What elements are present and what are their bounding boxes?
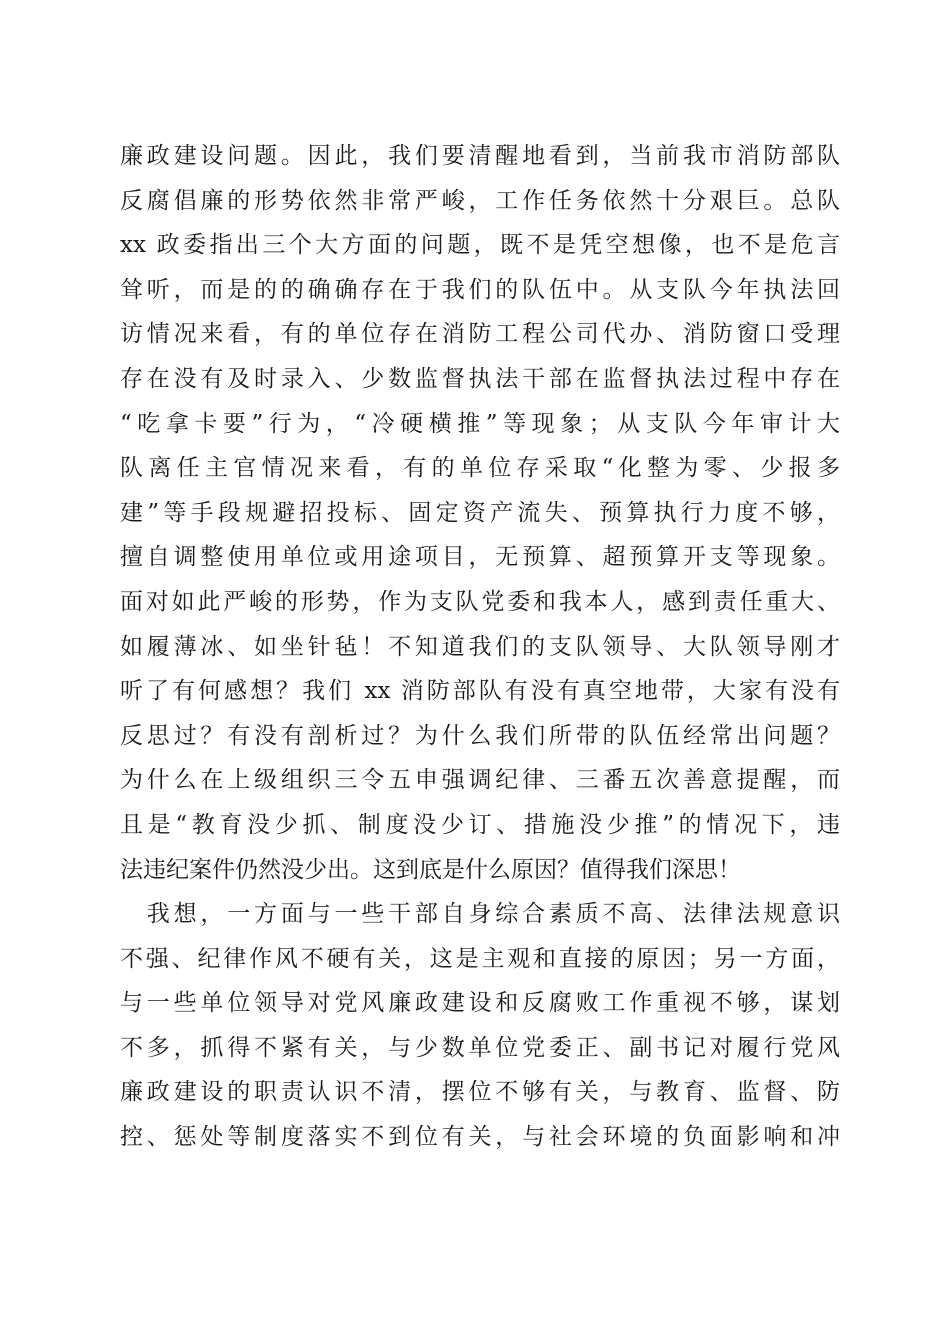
text-line: 擅自调整使用单位或用途项目，无预算、超预算开支等现象。 (120, 544, 840, 571)
text-line: 不多，抓得不紧有关，与少数单位党委正、副书记对履行党风 (120, 1034, 840, 1061)
text-line: 面对如此严峻的形势，作为支队党委和我本人，感到责任重大、 (120, 588, 840, 615)
text-line: “吃拿卡要”行为，“冷硬横推”等现象；从支队今年审计大 (120, 410, 840, 437)
text-line: 访情况来看，有的单位存在消防工程公司代办、消防窗口受理 (120, 321, 840, 348)
text-line: 我想，一方面与一些干部自身综合素质不高、法律法规意识 (120, 901, 840, 928)
text-line: 反思过？有没有剖析过？为什么我们所带的队伍经常出问题？ (120, 722, 840, 749)
text-line: 且是“教育没少抓、制度没少订、措施没少推”的情况下，违 (120, 811, 840, 838)
text-line: 队离任主官情况来看，有的单位存采取“化整为零、少报多 (120, 455, 840, 482)
text-line: 控、惩处等制度落实不到位有关，与社会环境的负面影响和冲 (120, 1124, 840, 1151)
text-line: 廉政建设的职责认识不清，摆位不够有关，与教育、监督、防 (120, 1079, 840, 1106)
document-body (120, 134, 840, 1160)
text-line: xx 政委指出三个大方面的问题，既不是凭空想像，也不是危言 (120, 232, 840, 259)
text-line: 廉政建设问题。因此，我们要清醒地看到，当前我市消防部队 (120, 143, 840, 169)
text-line: 反腐倡廉的形势依然非常严峻，工作任务依然十分艰巨。总队 (120, 187, 840, 214)
text-line: 如履薄冰、如坐针毡！不知道我们的支队领导、大队领导刚才 (120, 633, 840, 660)
text-line: 存在没有及时录入、少数监督执法干部在监督执法过程中存在 (120, 365, 840, 392)
text-line: 法违纪案件仍然没少出。这到底是什么原因？值得我们深思！ (120, 856, 741, 883)
text-line: 耸听，而是的的确确存在于我们的队伍中。从支队今年执法回 (120, 276, 840, 303)
text-line: 为什么在上级组织三令五申强调纪律、三番五次善意提醒，而 (120, 767, 840, 794)
text-line: 听了有何感想？我们 xx 消防部队有没有真空地带，大家有没有 (120, 678, 840, 705)
text-line: 与一些单位领导对党风廉政建设和反腐败工作重视不够，谋划 (120, 990, 840, 1017)
text-line: 建”等手段规避招投标、固定资产流失、预算执行力度不够， (120, 499, 840, 526)
text-line: 不强、纪律作风不硬有关，这是主观和直接的原因；另一方面， (120, 945, 840, 972)
